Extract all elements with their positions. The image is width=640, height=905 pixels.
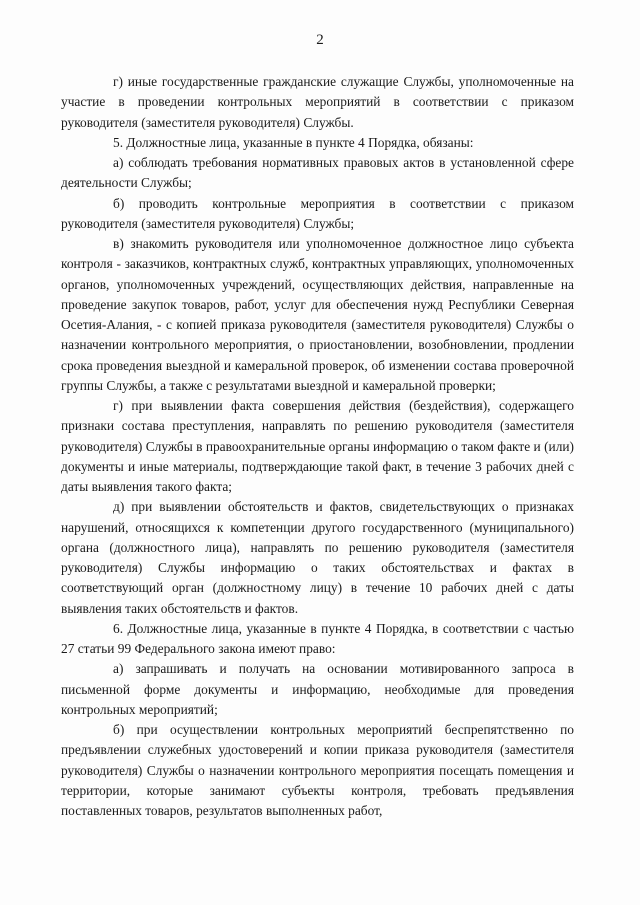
paragraph-5a: а) соблюдать требования нормативных правовых актов в установленной сфере деятельности Службы; [61, 155, 574, 191]
document-body [61, 72, 574, 821]
paragraph-5g: г) при выявлении факта совершения действия (бездействия), содержащего признаки состава преступления, направлять по решению руководителя (заместителя руководителя) Службы в правоохранительные органы информацию о таком факте и (или) документы и иные материалы, подтверждающие такой факт, в течение 3 рабочих дней с даты выявления такого факта; [61, 398, 574, 494]
paragraph-6-rights-heading: 6. Должностные лица, указанные в пункте 4 Порядка, в соответствии с частью 27 статьи 99 Федерального закона имеют право: [61, 620, 574, 656]
page-number: 2 [316, 32, 324, 48]
paragraph-6a: а) запрашивать и получать на основании мотивированного запроса в письменной форме документы и информацию, необходимые для проведения контрольных мероприятий; [61, 661, 574, 717]
paragraph-5-obligations-heading: 5. Должностные лица, указанные в пункте 4 Порядка, обязаны: [113, 134, 474, 150]
paragraph-5b: б) проводить контрольные мероприятия в соответствии с приказом руководителя (заместителя руководителя) Службы; [61, 195, 574, 231]
paragraph-6b: б) при осуществлении контрольных мероприятий беспрепятственно по предъявлении служебных удостоверений и копии приказа руководителя (заместителя руководителя) Службы о назначении контрольного мероприятия посещать помещения и территории, которые занимают субъекты контроля, требовать предъявления поставленных товаров, результатов выполненных работ, [61, 722, 574, 818]
paragraph-4g-other-civil-servants: г) иные государственные гражданские служащие Службы, уполномоченные на участие в проведении контрольных мероприятий в соответствии с приказом руководителя (заместителя руководителя) Службы. [61, 74, 574, 130]
paragraph-5v: в) знакомить руководителя или уполномоченное должностное лицо субъекта контроля - заказчиков, контрактных служб, контрактных управляющих, уполномоченных органов, уполномоченных учреждений, осуществляющих действия, направленные на проведение закупок товаров, работ, услуг для обеспечения нужд Республики Северная Осетия-Алания, - с копией приказа руководителя (заместителя руководителя) Службы о назначении контрольного мероприятия, о приостановлении, возобновлении, продлении срока проведения выездной и камеральной проверок, об изменении состава проверочной группы Службы, а также с результатами выездной и камеральной проверки; [61, 236, 574, 393]
paragraph-5d: д) при выявлении обстоятельств и фактов, свидетельствующих о признаках нарушений, относящихся к компетенции другого государственного (муниципального) органа (должностного лица), направлять по решению руководителя (заместителя руководителя) Службы информацию о таких обстоятельствах и фактах в соответствующий орган (должностному лицу) в течение 10 рабочих дней с даты выявления таких обстоятельств и фактов. [61, 499, 574, 616]
